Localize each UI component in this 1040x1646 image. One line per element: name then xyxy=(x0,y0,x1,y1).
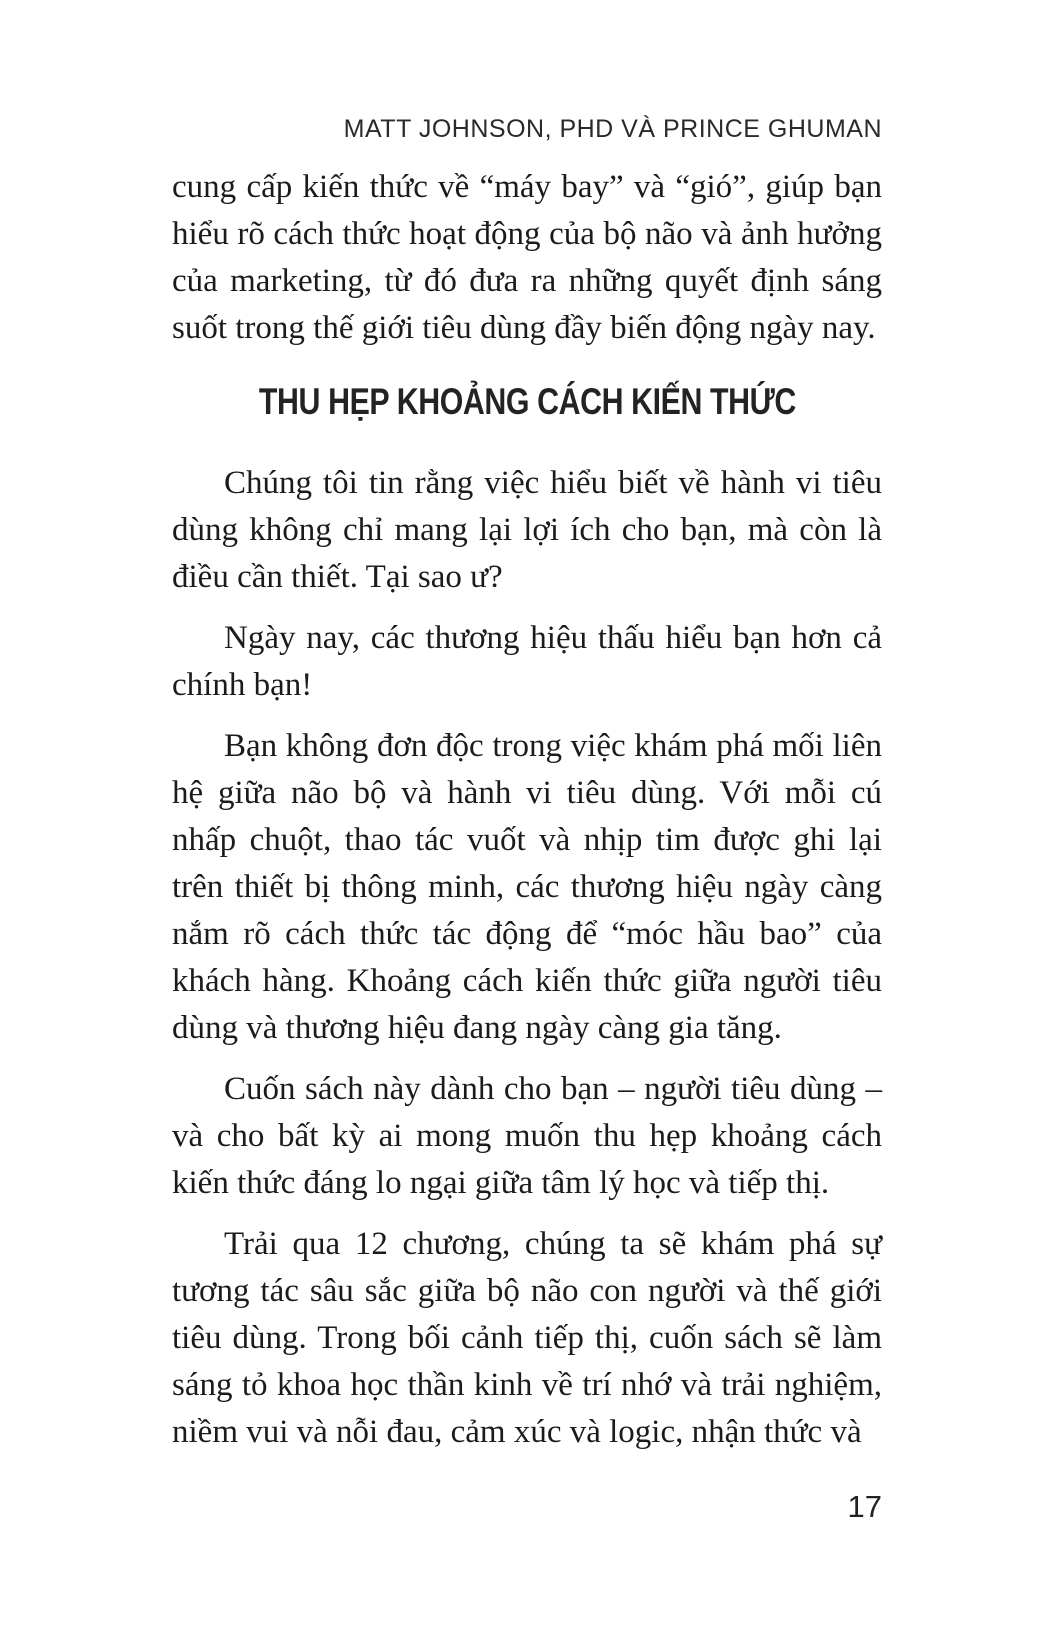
page-content xyxy=(172,164,882,1456)
section-heading xyxy=(172,380,882,424)
body-paragraph: Cuốn sách này dành cho bạn – người tiêu dùng – và cho bất kỳ ai mong muốn thu hẹp khoảng cách kiến thức đáng lo ngại giữa tâm lý học và tiếp thị. xyxy=(172,1071,882,1201)
body-paragraph: Trải qua 12 chương, chúng ta sẽ khám phá sự tương tác sâu sắc giữa bộ não con người và thế giới tiêu dùng. Trong bối cảnh tiếp thị, cuốn sách sẽ làm sáng tỏ khoa học thần kinh về trí nhớ và trải nghiệm, niềm vui và nỗi đau, cảm xúc và logic, nhận thức và xyxy=(172,1226,882,1450)
body-paragraph-continuation: cung cấp kiến thức về “máy bay” và “gió”, giúp bạn hiểu rõ cách thức hoạt động của bộ não và ảnh hưởng của marketing, từ đó đưa ra những quyết định sáng suốt trong thế giới tiêu dùng đầy biến động ngày nay. xyxy=(172,169,882,346)
body-paragraph: Chúng tôi tin rằng việc hiểu biết về hành vi tiêu dùng không chỉ mang lại lợi ích cho bạn, mà còn là điều cần thiết. Tại sao ư? xyxy=(172,465,882,595)
page-number: 17 xyxy=(847,1489,882,1524)
running-header: MATT JOHNSON, PHD VÀ PRINCE GHUMAN xyxy=(343,115,882,143)
body-paragraph: Bạn không đơn độc trong việc khám phá mối liên hệ giữa não bộ và hành vi tiêu dùng. Với mỗi cú nhấp chuột, thao tác vuốt và nhịp tim được ghi lại trên thiết bị thông minh, các thương hiệu ngày càng nắm rõ cách thức tác động để “móc hầu bao” của khách hàng. Khoảng cách kiến thức giữa người tiêu dùng và thương hiệu đang ngày càng gia tăng. xyxy=(172,728,882,1046)
body-paragraph: Ngày nay, các thương hiệu thấu hiểu bạn hơn cả chính bạn! xyxy=(172,620,882,703)
section-heading-text: THU HẸP KHOẢNG CÁCH KIẾN THỨC xyxy=(258,381,796,422)
